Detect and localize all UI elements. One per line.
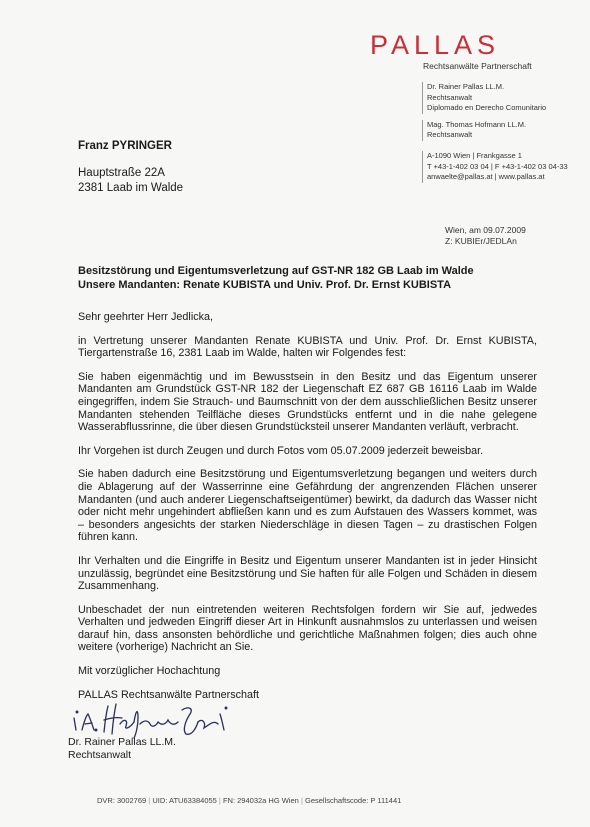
contact-block [422,151,572,183]
subject-line-2: Unsere Mandanten: Renate KUBISTA und Univ. Prof. Dr. Ernst KUBISTA [78,278,452,291]
letterhead-subtitle: Rechtsanwälte Partnerschaft [423,61,532,71]
recipient-name: Franz PYRINGER [78,140,172,152]
body-paragraph: Ihr Verhalten und die Eingriffe in Besitz und Eigentum unserer Mandanten ist in jeder Hinsicht unzulässig, begründet eine Besitzstörung und Sie haften für alle Folgen und Schäden in diesem Zusammenhang. [78,554,537,593]
lawyer-role: Rechtsanwalt [427,130,473,140]
footer-dvr: DVR: 3002769 [97,796,147,805]
body-paragraph: in Vertretung unserer Mandanten Renate KUBISTA und Univ. Prof. Dr. Ernst KUBISTA, Tiergartenstraße 16, 2381 Laab im Walde, halten wir Folgendes fest: [78,334,537,360]
body-paragraph: Ihr Vorgehen ist durch Zeugen und durch Fotos vom 05.07.2009 jederzeit beweisbar. [78,444,484,457]
signer-title: Rechtsanwalt [68,748,132,761]
subject-line-1: Besitzstörung und Eigentumsverletzung auf GST-NR 182 GB Laab im Walde [78,265,474,277]
firm-address: A-1090 Wien | Frankgasse 1 [427,150,522,160]
footer-code: Gesellschaftscode: P 111441 [304,796,402,805]
closing: Mit vorzüglicher Hochachtung [78,665,221,678]
body-paragraph: Unbeschadet der nun eintretenden weiteren Rechtsfolgen fordern wir Sie auf, jedwedes Verhalten und jedweden Eingriff dieser Art in Hinkunft ausnahmslos zu unterlassen und weisen darauf hin, dass ansonsten behördliche und gerichtliche Maßnahmen folgen; dies auch ohne weitere (vorherige) Nachricht an Sie. [78,603,537,654]
salutation: Sehr geehrter Herr Jedlicka, [78,311,214,323]
recipient-city: 2381 Laab im Walde [78,182,184,194]
body-paragraph: Sie haben eigenmächtig und im Bewusstsein in den Besitz und das Eigentum unserer Mandanten am Grundstück GST-NR 182 der Liegenschaft EZ 687 GB 16116 Laab im Walde eingegriffen, indem Sie Strauch- und Baumschnitt von der dem ausschließlichen Besitz unserer Mandanten stehenden Teilfläche dieses Grundstücks entfernt und in die nahe gelegene Wasserabflussrinne, die über diesen Grundstücksteil unserer Mandanten verläuft, verbracht. [78,370,537,434]
pallas-logo: PALLAS [370,30,501,60]
recipient-address [78,166,183,196]
firm-phone: T +43-1-402 03 04 | F +43-1-402 03 04-33 [427,161,568,171]
body-paragraph: Sie haben dadurch eine Besitzstörung und Eigentumsverletzung begangen und weiters durch die Ablagerung auf der Wasserrinne eine Gefährdung der angrenzenden Flächen unserer Mandanten (und auch anderer Liegenschaftseigentümer) bewirkt, da dadurch das Wasser nicht oder nicht mehr ungehindert abfließen kann und es zum Aufstauen des Wassers kommet, was – besonders angesichts der starken Niederschläge in diesen Tagen – zu drastischen Folgen führen kann. [78,468,537,544]
firm-web[interactable]: anwaelte@pallas.at | www.pallas.at [427,172,545,182]
date-reference-block [445,225,526,247]
signer-name: Dr. Rainer Pallas LL.M. [68,736,176,748]
footer-fn: FN: 294032a HG Wien [222,796,299,805]
letter-body [78,311,537,712]
lawyer-block-2 [422,120,572,141]
lawyer-name: Dr. Rainer Pallas LL.M. [427,82,505,91]
footer-registration: DVR: 3002769 | UID: ATU63384055 | FN: 294032a HG Wien | Gesellschaftscode: P 111441 [97,796,402,805]
lawyer-role: Diplomado en Derecho Comunitario [427,103,547,113]
subject-line [78,265,538,292]
firm-signature-line: PALLAS Rechtsanwälte Partnerschaft [78,688,260,701]
letter-date: Wien, am 09.07.2009 [445,225,526,235]
footer-uid: UID: ATU63384055 [152,796,217,805]
lawyer-name: Mag. Thomas Hofmann LL.M. [427,119,527,129]
letterhead-sidebar [422,82,572,183]
signer-block [68,736,176,761]
lawyer-block-1 [422,82,572,114]
recipient-street: Hauptstraße 22A [78,167,165,179]
lawyer-role: Rechtsanwalt [427,92,473,102]
reference-code: Z: KUBIEr/JEDLAn [445,236,517,246]
